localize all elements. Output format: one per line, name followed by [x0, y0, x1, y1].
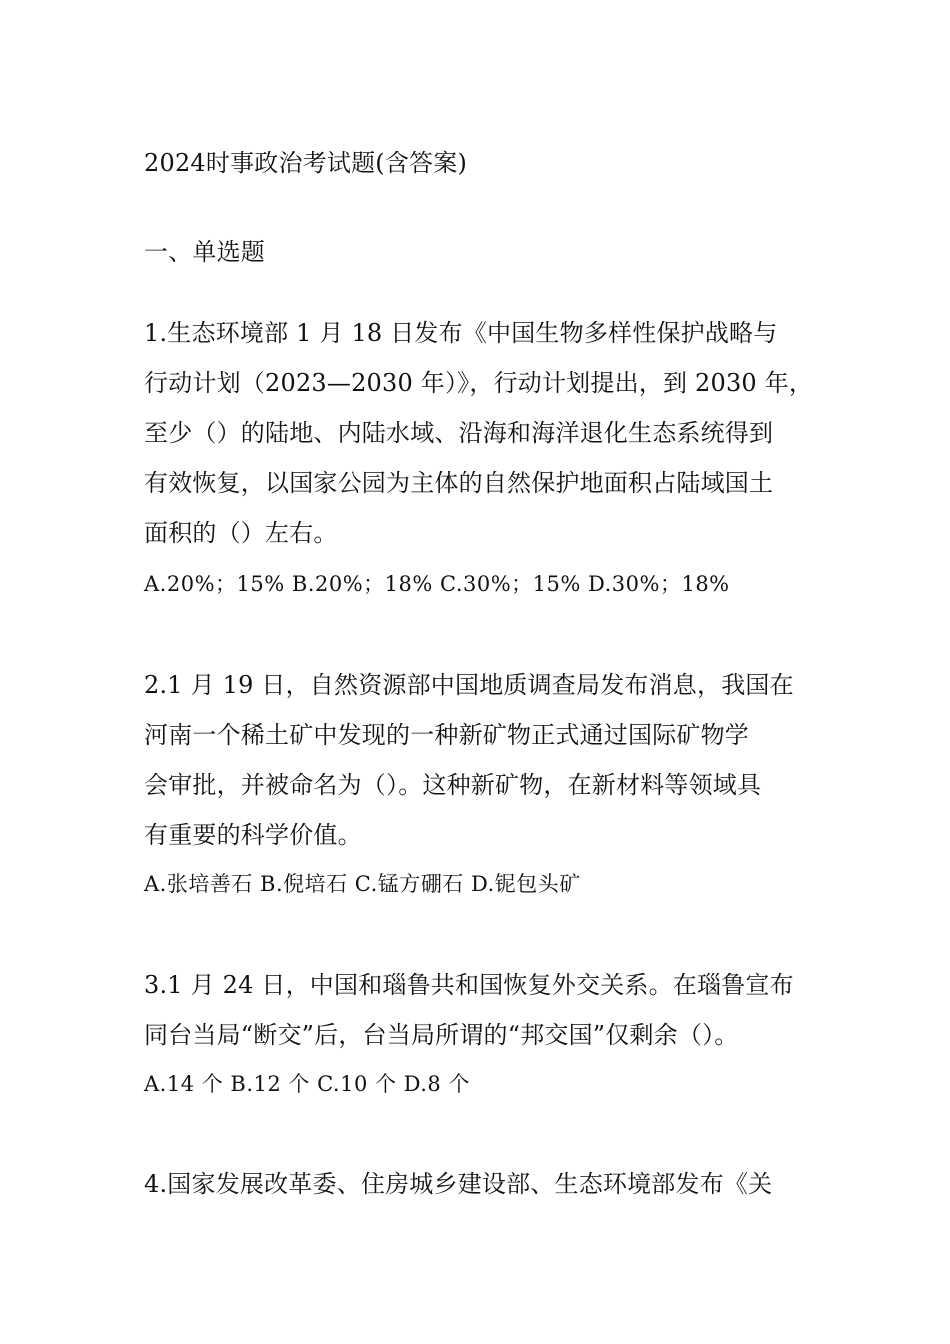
- section-heading: 一、单选题: [144, 238, 265, 266]
- question-3-line-2: 同台当局“断交”后，台当局所谓的“邦交国”仅剩余（）。: [144, 1021, 739, 1049]
- question-1-line-1: 1.生态环境部 1 月 18 日发布《中国生物多样性保护战略与: [144, 319, 778, 347]
- question-3-options: A.14 个 B.12 个 C.10 个 D.8 个: [144, 1072, 470, 1096]
- question-1-options: A.20%；15% B.20%；18% C.30%；15% D.30%；18%: [144, 572, 730, 596]
- question-3-line-1: 3.1 月 24 日，中国和瑙鲁共和国恢复外交关系。在瑙鲁宣布: [144, 971, 794, 999]
- question-2-line-3: 会审批，并被命名为（）。这种新矿物，在新材料等领域具: [144, 771, 762, 799]
- question-1-line-3: 至少（）的陆地、内陆水域、沿海和海洋退化生态系统得到: [144, 419, 774, 447]
- question-2-options: A.张培善石 B.倪培石 C.锰方硼石 D.铌包头矿: [144, 872, 581, 896]
- question-2-line-2: 河南一个稀土矿中发现的一种新矿物正式通过国际矿物学: [144, 721, 749, 749]
- question-1-line-2: 行动计划（2023—2030 年）》，行动计划提出，到 2030 年，: [144, 369, 814, 397]
- question-2-line-4: 有重要的科学价值。: [144, 821, 362, 849]
- question-4-line-1: 4.国家发展改革委、住房城乡建设部、生态环境部发布《关: [144, 1170, 773, 1198]
- question-1-line-5: 面积的（）左右。: [144, 519, 338, 547]
- question-1-line-4: 有效恢复，以国家公园为主体的自然保护地面积占陆域国土: [144, 469, 774, 497]
- document-title: 2024时事政治考试题(含答案): [144, 149, 468, 177]
- question-2-line-1: 2.1 月 19 日，自然资源部中国地质调查局发布消息，我国在: [144, 671, 794, 699]
